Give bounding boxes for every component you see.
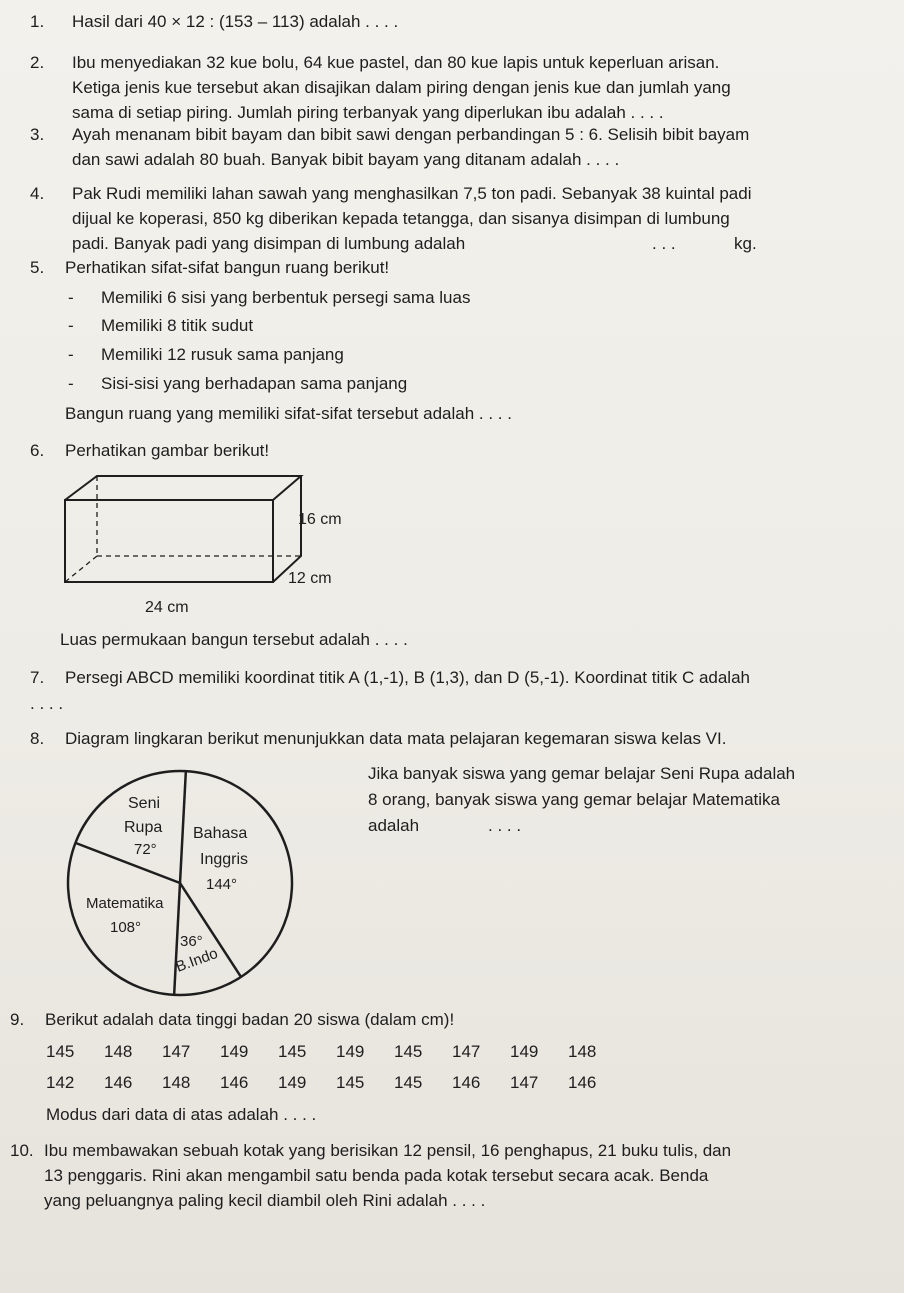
height-value: 145 [394,1042,423,1061]
height-label: 16 cm [298,511,342,528]
question-9-closing: Modus dari data di atas adalah . . . . [46,1105,317,1124]
bullet-dash: - [68,288,74,307]
height-value: 145 [46,1042,75,1061]
height-value: 149 [336,1042,365,1061]
height-value: 145 [394,1073,423,1092]
question-number: 5. [30,258,45,277]
pie-angle-bahasa-inggris: 144° [206,876,238,893]
pie-label-bahasa: Bahasa [193,825,248,842]
question-text-line: Ibu menyediakan 32 kue bolu, 64 kue pastel, dan 80 kue lapis untuk keperluan arisan. [72,53,720,72]
height-value: 148 [568,1042,597,1061]
height-data-row-1 [46,1042,626,1062]
pie-chart [60,758,330,998]
question-text: Perhatikan gambar berikut! [65,441,270,460]
property-item: Memiliki 12 rusuk sama panjang [101,345,344,364]
unit-label: kg. [734,234,757,253]
height-value: 145 [336,1073,365,1092]
height-value: 147 [510,1073,539,1092]
pie-label-b-indo: B.Indo [173,944,221,976]
question-5-closing: Bangun ruang yang memiliki sifat-sifat tersebut adalah . . . . [65,404,512,423]
height-value: 146 [568,1073,597,1092]
pie-slice-seni-rupa-boundary [75,843,180,883]
height-value: 142 [46,1073,75,1092]
cuboid-figure [55,470,375,620]
answer-blank: . . . . [30,694,64,713]
question-text-line: Ayah menanam bibit bayam dan bibit sawi dengan perbandingan 5 : 6. Selisih bibit bayam [72,125,750,144]
question-number: 1. [30,12,45,31]
question-text-line: Ketiga jenis kue tersebut akan disajikan dalam piring dengan jenis kue dan jumlah yang [72,78,731,97]
height-value: 148 [162,1073,191,1092]
question-4 [30,181,890,256]
hidden-edge-depth [65,556,97,582]
height-value: 146 [220,1073,249,1092]
height-value: 146 [452,1073,481,1092]
question-number: 10. [10,1141,34,1160]
question-2 [30,50,890,125]
question-5 [30,258,390,278]
cuboid-front-face [65,500,273,582]
question-number: 4. [30,184,45,203]
bullet-dash: - [68,345,74,364]
question-8-side-line: Jika banyak siswa yang gemar belajar Seni Rupa adalah [368,764,796,783]
question-text-line: Ibu membawakan sebuah kotak yang berisikan 12 pensil, 16 penghapus, 21 buku tulis, dan [44,1141,732,1160]
question-text: Berikut adalah data tinggi badan 20 siswa (dalam cm)! [45,1010,455,1029]
question-text-line: dijual ke koperasi, 850 kg diberikan kepada tetangga, dan sisanya disimpan di lumbung [72,209,730,228]
cuboid-top-face [65,476,301,500]
height-value: 148 [104,1042,133,1061]
pie-label-rupa: Rupa [124,819,163,836]
question-text-line: Pak Rudi memiliki lahan sawah yang menghasilkan 7,5 ton padi. Sebanyak 38 kuintal padi [72,184,752,203]
height-value: 149 [278,1073,307,1092]
depth-label: 12 cm [288,570,332,587]
question-8 [30,729,727,749]
question-number: 2. [30,53,45,72]
height-value: 146 [104,1073,133,1092]
question-text: Perhatikan sifat-sifat bangun ruang berikut! [65,258,390,277]
length-label: 24 cm [145,599,189,616]
property-item: Memiliki 8 titik sudut [101,316,254,335]
question-8-side-line: 8 orang, banyak siswa yang gemar belajar Matematika [368,790,780,809]
pie-angle-seni-rupa: 72° [134,841,157,858]
bullet-dash: - [68,374,74,393]
height-data-row-2 [46,1073,626,1093]
question-8-side-last: adalah [368,816,420,835]
question-text-line: sama di setiap piring. Jumlah piring terbanyak yang diperlukan ibu adalah . . . . [72,103,664,122]
question-text: Diagram lingkaran berikut menunjukkan data mata pelajaran kegemaran siswa kelas VI. [65,729,727,748]
answer-blank: . . . [652,234,676,253]
pie-label-inggris: Inggris [200,851,249,868]
height-value: 147 [162,1042,191,1061]
question-number: 6. [30,441,45,460]
pie-label-seni: Seni [128,795,161,812]
question-text: Hasil dari 40 × 12 : (153 – 113) adalah . . . . [72,12,399,31]
pie-angle-matematika: 108° [110,919,142,936]
question-number: 8. [30,729,45,748]
question-text-line: padi. Banyak padi yang disimpan di lumbung adalah [72,234,466,253]
question-text: Persegi ABCD memiliki koordinat titik A (1,-1), B (1,3), dan D (5,-1). Koordinat titik C adalah [65,668,750,687]
property-item: Sisi-sisi yang berhadapan sama panjang [101,374,408,393]
height-value: 149 [510,1042,539,1061]
question-6 [30,441,270,461]
question-9 [10,1010,455,1030]
pie-angle-b-indo: 36° [180,933,203,950]
question-10 [10,1138,900,1213]
cuboid-right-face [273,476,301,582]
question-1 [30,12,399,32]
bullet-dash: - [68,316,74,335]
answer-blank: . . . . [488,816,522,835]
question-number: 9. [10,1010,25,1029]
question-text-line: yang peluangnya paling kecil diambil oleh Rini adalah . . . . [44,1191,486,1210]
question-text-line: dan sawi adalah 80 buah. Banyak bibit bayam yang ditanam adalah . . . . [72,150,620,169]
height-value: 149 [220,1042,249,1061]
question-7 [30,668,750,688]
question-3 [30,122,890,172]
pie-label-matematika: Matematika [86,895,164,912]
height-value: 147 [452,1042,481,1061]
property-item: Memiliki 6 sisi yang berbentuk persegi sama luas [101,288,471,307]
question-6-closing: Luas permukaan bangun tersebut adalah . . . . [60,630,408,649]
question-number: 7. [30,668,45,687]
pie-slice-bahasa-inggris-boundary [180,771,186,883]
question-number: 3. [30,125,45,144]
height-value: 145 [278,1042,307,1061]
question-text-line: 13 penggaris. Rini akan mengambil satu benda pada kotak tersebut secara acak. Benda [44,1166,709,1185]
